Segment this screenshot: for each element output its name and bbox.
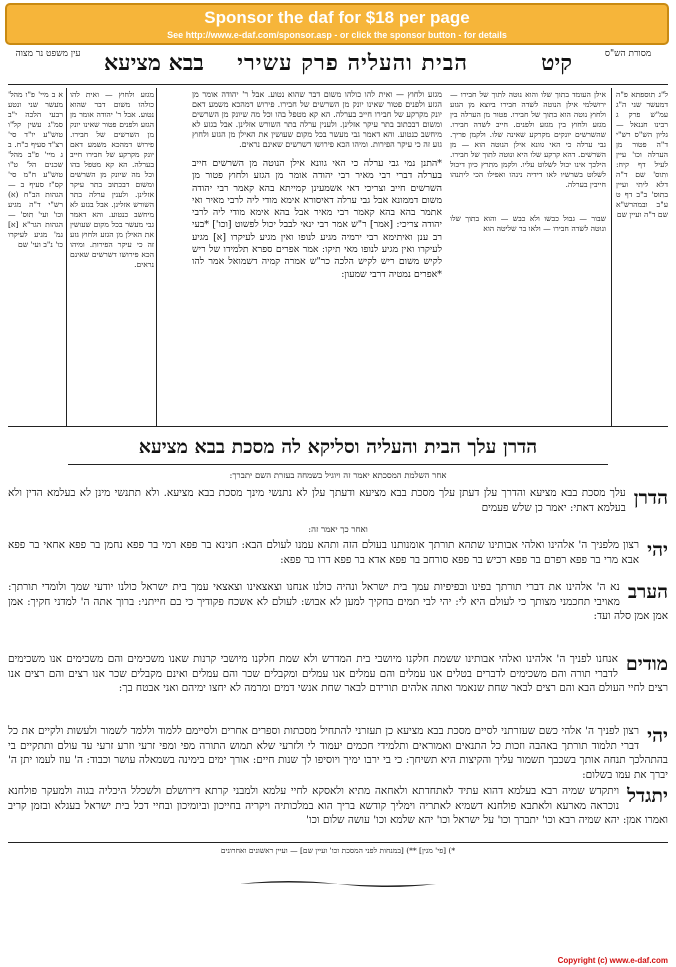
haarev-paragraph bbox=[8, 580, 668, 624]
siyum-instruction: אחר השלמת המסכתא יאמר זה ויוגיל בשמחה בעזרת השם יתברך: bbox=[229, 471, 447, 481]
footnote-divider bbox=[8, 842, 668, 843]
ein-mishpat-column: א ב מיי' פ"ו מהל' מעשר שני ונטע רבעי הלכה י"ב סמ"ג עשין קל"ו טוש"ע יו"ד סי' רצ"ד סעיף כ"ח. ב ג מיי' פ"ב מהל' שכנים הל' ט"ו טוש"ע ח"מ סי' קס"ז סעיף ב — הגהות הב"ח (א) רש"י ד"ה מגיע וכו' ועי' תוס' — הגהות הגר"א [א] גמ' מגיע לעיקרו כו' נ"ב ועי' שם bbox=[8, 90, 63, 249]
footnote: *) [פי' מגין] **) [במנחות לפני המסכת וכו' ועיין שם] — ועיין ראשונים ואחרונים bbox=[220, 846, 456, 855]
section-divider bbox=[8, 426, 668, 427]
haarev-text: נא ה' אלהינו את דברי תורתך בפינו ובפיפיות עמך בית ישראל ונהיה כולנו אנחנו וצאצאינו וצאצאי עמך בית ישראל כולנו יודעי שמך ולומדי תורתך: מאויבי תחכמני מצותך כי לעולם היא לי: יהי לבי תמים בחקיך למען לא אבוש: לעולם לא אשכח פקודיך כי בם חייתני: ברוך אתה ה' למדני חקיך: אמן אמן אמן סלה ועד: bbox=[8, 581, 668, 622]
rashi-continuation: שבור — גבול כבשו ולא כבש — והוא בתוך שלו ונוטה לשדה חבירו — ולאו בר שליטה הוא bbox=[450, 214, 606, 233]
column-divider bbox=[611, 88, 612, 426]
copyright-link[interactable]: Copyright (c) www.e-daf.com bbox=[557, 956, 668, 965]
modim-keyword: מודים bbox=[625, 653, 668, 675]
yitgadal-keyword: יתגדל bbox=[627, 785, 668, 807]
yehi-text: רצון מלפניך ה' אלהינו ואלהי אבותינו שתהא תורתך אומנותנו בעולם הזה ותהא עמנו לעולם הבא: חנינא בר פפא רמי בר פפא נחמן בר פפא אחאי בר פפא אבא מרי בר פפא רפרם בר פפא רכיש בר פפא סורחב בר פפא אדא בר פפא דרו בר פפא: bbox=[8, 539, 640, 566]
haarev-keyword: הערב bbox=[627, 581, 668, 603]
gemara-main-text: *התנן נמי גבי ערלה כי האי גוונא אילן הנוטה מן השרשים חייב בערלה דברי רבי מאיר רבי יהודה אומר מן הגזע ולחוץ פטור מן השרשים חייב וצריכי דאי אשמעינן קמייתא בהא קאמר רבי יהודה משום דממונא אבל גבי ערלה דאיסורא אימא מודי ליה לרבי מאיר ואי אתמר בהא בהא קאמר רבי מאיר אבל בהא אימא מודי ליה לרבי יהודה צריכי: [אמר] ר"ש אמר רבי ינאי לבבל יכול לפשוט [וכו'] *בעי רב ענן ואיתימא רבי ירמיה מגיע לנופו ואין מגיע לעיקרו [א] מגיע לעיקרו ואין מגיע לנופו מאי תיקו: אמר אפרים ספרא תלמידו של ריש לקיש משום ריש לקיש הלכה כר"ש אמרה קמיה דשמואל אמר להו *אפרים נמטיה דרבי שמעון: bbox=[192, 158, 442, 280]
hadran-text: עלך מסכת בבא מציעא והדרך עלן דעתן עלך מסכת בבא מציעא ודעתך עלן לא נתנשי מינך מסכת בבא מציעא. ולא תתנשי מינן לא בעלמא הדין ולא בעלמא דאתי: יאמר כן שלש פעמים bbox=[8, 487, 626, 514]
modim-text: אנחנו לפניך ה' אלהינו ואלהי אבותינו ששמת חלקנו מיושבי בית המדרש ולא שמת חלקנו מיושבי קרנות שאנו משכימים והם משכימים אנו משכימים לדברי תורה והם משכימים לדברים בטלים אנו עמלים והם עמלים אנו עמלים ומקבלים שכר והם עמלים ואינם מקבלים שכר אנו רצים והם רצים אנו רצים לחיי העולם הבא והם רצים לבאר שחת שנאמר ואתה אלהים תורידם לבאר שחת אנשי דמים ומרמה לא יחצו ימיהם ואני אבטח בך: bbox=[8, 653, 668, 694]
page-header bbox=[8, 48, 668, 86]
masoret-column: ל"ג תוספתא פ"ה דמעשר שני ה"ג עמ"ש פרק ג רבינו חננאל — גליון הש"ס רש"י ד"ה פטור מן הערלה וכו' עיין לעיל דף קיח: ותוס' שם ד"ה דלא ליתי ועיין בתוס' ב"ב דף ט ע"ב ובמהרש"א שם ד"ה ועיין שם bbox=[616, 90, 668, 219]
kaddish-paragraph bbox=[8, 784, 668, 828]
column-divider bbox=[66, 88, 67, 426]
header-divider bbox=[8, 84, 668, 85]
rashi-column: אילן העומד בתוך שלו והוא נוטה לתוך של חבירו — ירושלמי אילן הנוטה לשדה חבירו ביוצא מן הגזע ולחוץ נוטה הוא בתוך של חבירו. פטור מן הערלה בין מגזע ולחוץ בין מגזע ולפנים. חייב לשדה חבירו. שהשרשים יונקים מקרקע שאינה שלו. ולקמן פריך. גבי ערלה כי האי גוונא אילן הנוטה הוא — מן השרשים. דהא קרקע שלו היא ונוטה לתוך של חבירו. הילכך אינו יכול לשלוט עליו. ולקמן מתרץ כיון דיכול לשלוט בשרשיו לאו דידיה נינהו ואפילו הכי ליתנהו חייבין בערלה. bbox=[450, 90, 606, 189]
ein-mishpat-header: עין משפט נר מצוה bbox=[15, 49, 81, 59]
yehi-ratzon-2-paragraph bbox=[8, 724, 668, 782]
yehi2-text: רצון לפניך ה' אלהי כשם שעזרתני לסיים מסכת בבא מציעא כן תעזרני להתחיל מסכתות וספרים אחרים ולסיימם ללמוד וללמד לשמור ולעשות ולקיים את כל דברי תלמוד תורתך באהבה וזכות כל התנאים ואמוראים ותלמידי חכמים יעמוד לי ולזרעי שלא תמוש התורה מפי ומפי זרעי וזרע זרעי עד עולם ותתקיים בי בהתהלכך תנחה אותך בשכבך תשמור עליך והקיצות היא תשיחך: כי בי ירבו ימיך ויוסיפו לך שנות חיים: אורך ימים בימינה בשמאלה עושר וכבוד: ה' עוז לעמו יתן ה' יברך את עמו בשלום: bbox=[8, 725, 668, 781]
hadran-underline bbox=[68, 464, 608, 465]
daf-number: קיט bbox=[541, 50, 572, 76]
yitgadal-text: ויתקדש שמיה רבא בעלמא דהוא עתיד לאתחדתא ולאחאה מתיא ולאסקא לחיי עלמא ולמבני קרתא דירושלם ולשכלל היכליה בגוה ולמעקר פולחנא נוכראה מארעא ולאתבא פולחנא דשמיא לאתריה וימליך קודשא בריך הוא במלכותיה ויקריה בחייכון וביומיכון ובחיי דכל בית ישראל בעגלא ובזמן קריב ואמרו אמן: יהא שמיה רבא וכו' יתברך וכו' על ישראל וכו' יהא שלמא וכו' עושה שלום וכו' bbox=[8, 785, 668, 826]
hadran-paragraph bbox=[8, 486, 668, 515]
talmud-page bbox=[8, 48, 668, 956]
yehi-keyword: יהי bbox=[647, 539, 668, 561]
sponsor-subtitle[interactable]: See http://www.e-daf.com/sponsor.asp - or click the sponsor button - for details bbox=[167, 30, 507, 40]
modim-paragraph bbox=[8, 652, 668, 696]
hadran-keyword: הדרן bbox=[633, 487, 668, 509]
masechet-title: בבא מציעא bbox=[104, 50, 204, 76]
sponsor-banner[interactable] bbox=[5, 3, 669, 45]
ornament-divider bbox=[238, 878, 438, 890]
hadran-heading: הדרן עלך הבית והעליה וסליקא לה מסכת בבא מציעא bbox=[138, 436, 538, 458]
column-divider bbox=[156, 88, 157, 426]
hadran-instruction: ואחר כך יאמר זה: bbox=[308, 525, 368, 535]
tosafot-top: מגזע ולחוץ — ואית להו כולהו משום דבר שהוא נטוע. אבל ר' יהודה אומר מן הגזע ולפנים פטור שאינו יונק מן השרשים של חבירו. פירוש דמהכא משמע דאם יונק מקרקע של חבירו חייב בערלה. הא קא מטפל בהו וכל מה שיונק מן השרשים ומשום דבכתוב בתר עיקר אזלינן. ולענין ערלה בתר השורש אזלינן. אבל בגזע לא מיחשב כנטוע. והא דאמר גבי מעשר בכל מקום שעושין את האילן מן הגזע ולחוץ גזע זה כי עיקר הפירות. ומיהו הכא פירושו דשרשים שאינם נראים. bbox=[192, 90, 442, 149]
tosafot-column: מגזע ולחוץ — ואית להו כולהו משום דבר שהוא נטוע. אבל ר' יהודה אומר מן הגזע ולפנים פטור שאינו יונק מן השרשים של חבירו. פירוש דמהכא משמע דאם יונק מקרקע של חבירו חייב בערלה. הא קא מטפל בהו וכל מה שיונק מן השרשים ומשום דבכתוב בתר עיקר אזלינן. ולענין ערלה בתר השורש אזלינן. אבל בגזע לא מיחשב כנטוע. והא דאמר גבי מעשר בכל מקום שעושין את האילן מן הגזע ולחוץ גזע זה כי עיקר הפירות. ומיהו הכא פירושו דשרשים שאינם נראים. bbox=[70, 90, 154, 269]
yehi-ratzon-paragraph bbox=[8, 538, 668, 567]
sponsor-title[interactable]: Sponsor the daf for $18 per page bbox=[204, 8, 470, 27]
masoret-header: מסורת הש"ס bbox=[604, 49, 652, 59]
perek-title: הבית והעליה פרק עשירי bbox=[237, 50, 468, 76]
yehi2-keyword: יהי bbox=[647, 725, 668, 747]
